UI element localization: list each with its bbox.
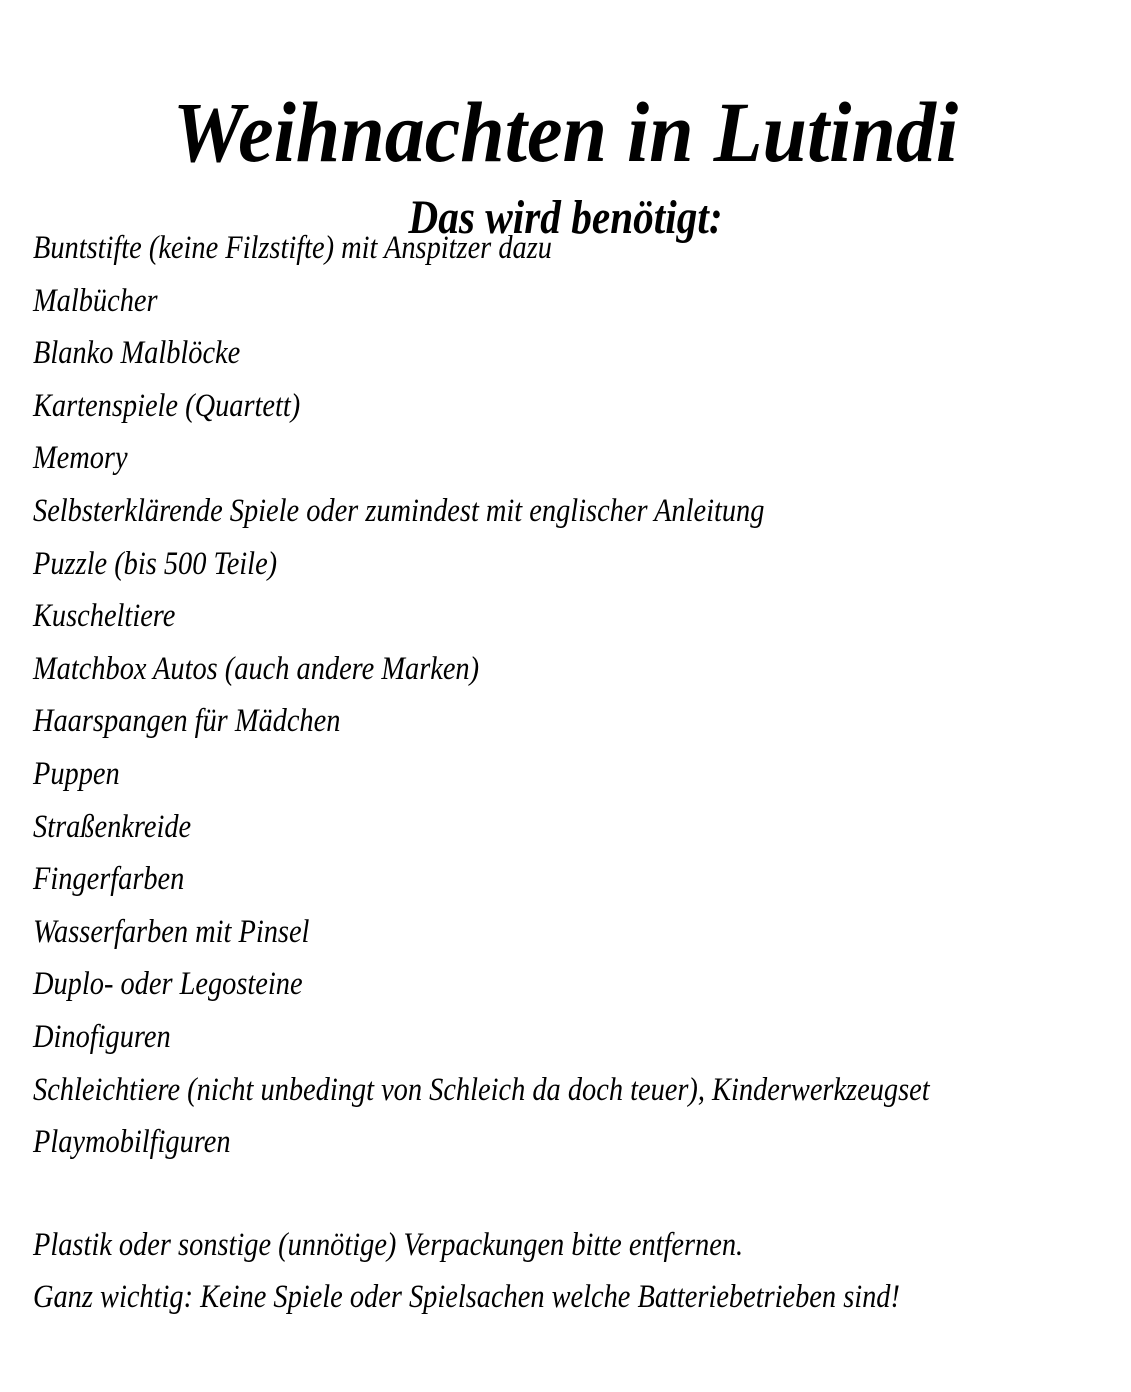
notes-section	[33, 1220, 1113, 1324]
document-subtitle: Das wird benötigt:	[408, 190, 723, 244]
list-item: Matchbox Autos (auch andere Marken)	[33, 650, 480, 687]
list-item: Haarspangen für Mädchen	[33, 703, 341, 740]
document-title: Weihnachten in Lutindi	[172, 83, 959, 180]
list-item: Schleichtiere (nicht unbedingt von Schleich da doch teuer), Kinderwerkzeugset	[33, 1071, 930, 1108]
list-item: Playmobilfiguren	[33, 1124, 231, 1161]
list-item: Buntstifte (keine Filzstifte) mit Anspitzer dazu	[33, 230, 552, 266]
list-item: Straßenkreide	[33, 808, 192, 845]
list-item: Selbsterklärende Spiele oder zumindest mit englischer Anleitung	[33, 492, 765, 529]
list-item: Kuscheltiere	[33, 598, 176, 635]
list-item: Fingerfarben	[33, 861, 185, 898]
battery-warning-note: Ganz wichtig: Keine Spiele oder Spielsachen welche Batteriebetrieben sind!	[33, 1279, 900, 1315]
list-item: Puppen	[33, 755, 120, 792]
list-item: Duplo- oder Legosteine	[33, 966, 303, 1003]
list-item: Dinofiguren	[33, 1018, 171, 1055]
list-item: Malbücher	[33, 282, 158, 319]
list-item: Puzzle (bis 500 Teile)	[33, 545, 278, 582]
needed-items-list	[33, 222, 1113, 1169]
list-item: Kartenspiele (Quartett)	[33, 387, 301, 424]
list-item: Blanko Malblöcke	[33, 335, 241, 372]
list-item: Memory	[33, 440, 128, 477]
packaging-note: Plastik oder sonstige (unnötige) Verpackungen bitte entfernen.	[33, 1227, 744, 1263]
list-item: Wasserfarben mit Pinsel	[33, 913, 310, 950]
